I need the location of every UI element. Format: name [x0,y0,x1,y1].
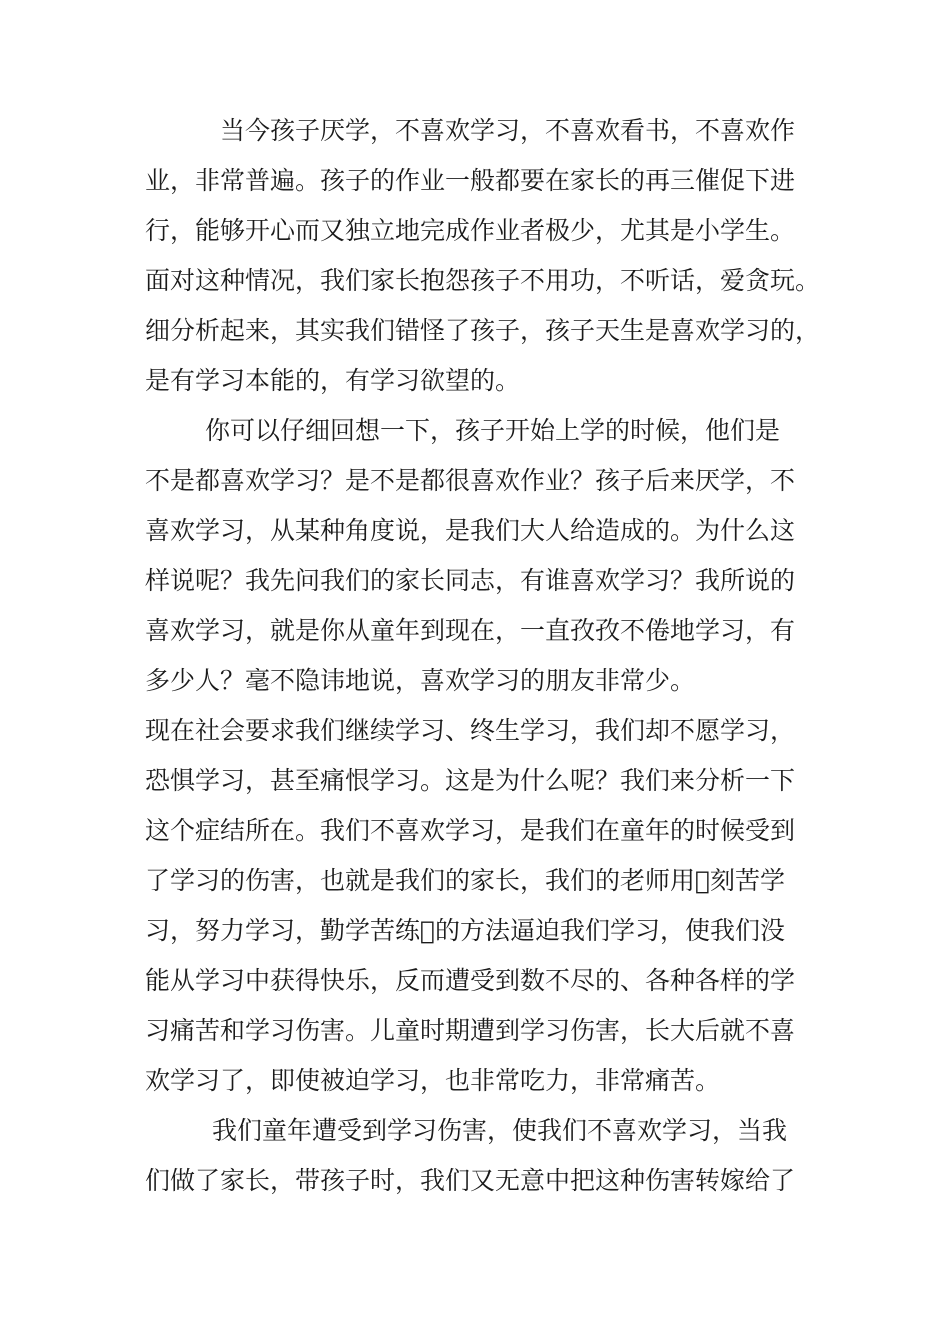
text-line: 行，能够开心而又独立地完成作业者极少，尤其是小学生。 [145,216,796,245]
text-line: 习痛苦和学习伤害。儿童时期遭到学习伤害，长大后就不喜 [145,1016,796,1045]
text-line: 喜欢学习，从某种角度说，是我们大人给造成的。为什么这 [145,516,796,545]
text-line: 们做了家长，带孩子时，我们又无意中把这种伤害转嫁给了 [145,1166,796,1195]
text-line: 能从学习中获得快乐，反而遭受到数不尽的、各种各样的学 [145,966,796,995]
text-line: 业，非常普遍。孩子的作业一般都要在家长的再三催促下进 [145,166,796,195]
text-line: 了学习的伤害，也就是我们的家长，我们的老师用 刻苦学 [145,866,786,895]
text-line: 我们童年遭受到学习伤害，使我们不喜欢学习，当我 [212,1116,788,1145]
text-line: 面对这种情况，我们家长抱怨孩子不用功，不听话，爱贪玩。 [145,266,821,295]
text-line: 你可以仔细回想一下，孩子开始上学的时候，他们是 [205,416,781,445]
text-line: 当今孩子厌学，不喜欢学习，不喜欢看书，不喜欢作 [220,116,796,145]
text-line: 欢学习了，即使被迫学习，也非常吃力，非常痛苦。 [145,1066,721,1095]
text-line: 习，努力学习，勤学苦练 的方法逼迫我们学习，使我们没 [145,916,786,945]
text-line: 是有学习本能的，有学习欲望的。 [145,366,521,395]
text-line: 喜欢学习，就是你从童年到现在，一直孜孜不倦地学习，有 [145,616,796,645]
text-line: 样说呢？我先问我们的家长同志，有谁喜欢学习？我所说的 [145,566,796,595]
text-line: 不是都喜欢学习？是不是都很喜欢作业？孩子后来厌学，不 [145,466,796,495]
text-line: 恐惧学习，甚至痛恨学习。这是为什么呢？我们来分析一下 [145,766,796,795]
text-line: 多少人？毫不隐讳地说，喜欢学习的朋友非常少。 [145,666,696,695]
text-line: 现在社会要求我们继续学习、终生学习，我们却不愿学习， [145,716,796,745]
text-line: 这个症结所在。我们不喜欢学习，是我们在童年的时候受到 [145,816,796,845]
text-line: 细分析起来，其实我们错怪了孩子，孩子天生是喜欢学习的， [145,316,821,345]
